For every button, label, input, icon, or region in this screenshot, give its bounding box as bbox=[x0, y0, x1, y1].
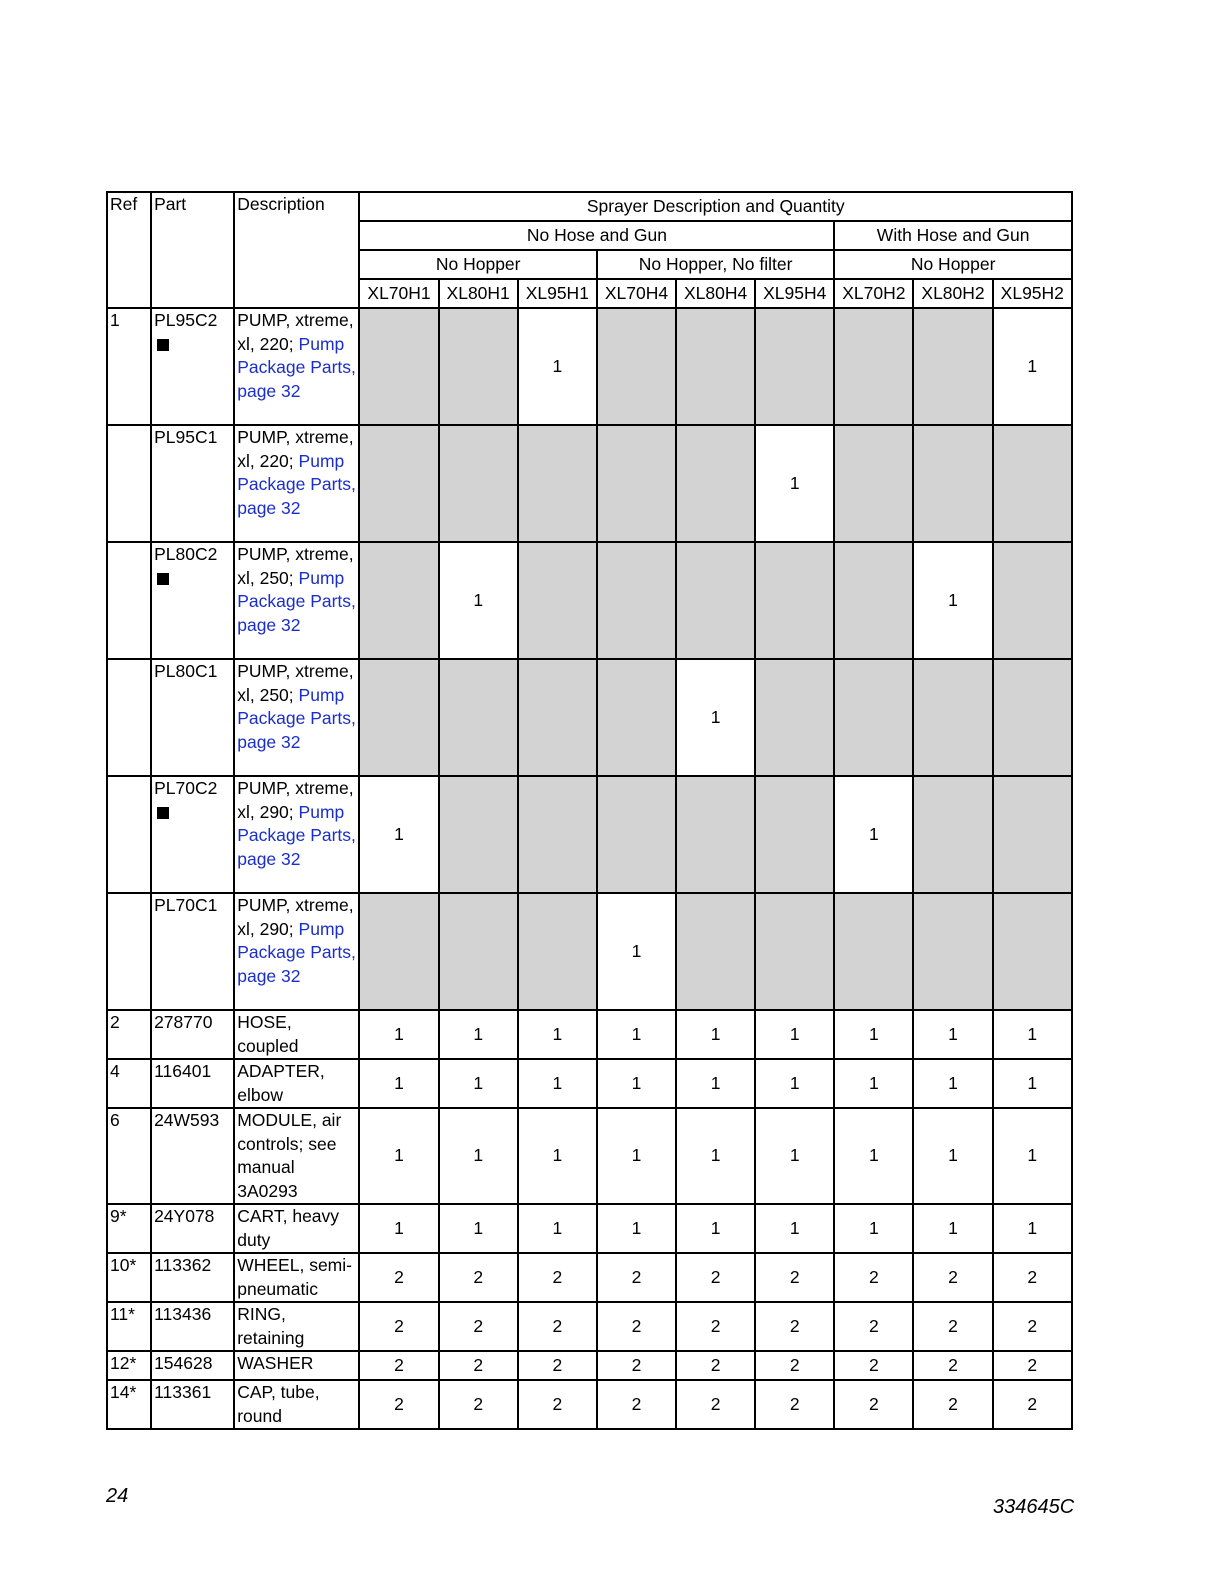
qty-cell: 1 bbox=[834, 1108, 913, 1204]
no-hose-header: No Hose and Gun bbox=[359, 221, 834, 250]
qty-cell bbox=[913, 776, 992, 893]
document-id: 334645C bbox=[993, 1496, 1075, 1518]
qty-cell bbox=[676, 776, 755, 893]
qty-cell: 2 bbox=[913, 1253, 992, 1302]
part-cell: 113362 bbox=[151, 1253, 234, 1302]
qty-cell: 1 bbox=[597, 1204, 676, 1253]
qty-cell: 1 bbox=[993, 1059, 1072, 1108]
qty-cell: 2 bbox=[518, 1302, 597, 1351]
qty-cell: 1 bbox=[439, 1059, 518, 1108]
table-row bbox=[107, 425, 1072, 542]
qty-cell bbox=[834, 425, 913, 542]
qty-cell: 1 bbox=[834, 1204, 913, 1253]
description-text: PUMP, xtreme, xl, 250; bbox=[237, 544, 354, 588]
qty-cell bbox=[439, 776, 518, 893]
table-row bbox=[107, 1010, 1072, 1059]
part-number: PL80C1 bbox=[154, 661, 218, 681]
table-row bbox=[107, 893, 1072, 1010]
qty-cell: 1 bbox=[834, 776, 913, 893]
table-row bbox=[107, 308, 1072, 425]
qty-cell: 2 bbox=[913, 1351, 992, 1380]
qty-cell: 2 bbox=[676, 1351, 755, 1380]
qty-cell: 1 bbox=[439, 1204, 518, 1253]
square-bullet-icon bbox=[157, 573, 169, 585]
part-cell: 278770 bbox=[151, 1010, 234, 1059]
description-cell bbox=[234, 776, 359, 893]
description-cell: ADAPTER, elbow bbox=[234, 1059, 359, 1108]
part-cell: 116401 bbox=[151, 1059, 234, 1108]
qty-cell bbox=[439, 893, 518, 1010]
qty-cell bbox=[913, 893, 992, 1010]
qty-cell bbox=[518, 893, 597, 1010]
qty-cell: 1 bbox=[597, 1059, 676, 1108]
table-row bbox=[107, 1253, 1072, 1302]
description-cell bbox=[234, 659, 359, 776]
description-cell: CART, heavy duty bbox=[234, 1204, 359, 1253]
model-header-xl95h2: XL95H2 bbox=[993, 279, 1072, 308]
ref-cell: 4 bbox=[107, 1059, 151, 1108]
description-cell bbox=[234, 542, 359, 659]
description-cell: WASHER bbox=[234, 1351, 359, 1380]
with-hose-header: With Hose and Gun bbox=[834, 221, 1072, 250]
part-number: PL80C2 bbox=[154, 544, 218, 564]
qty-cell bbox=[913, 308, 992, 425]
qty-cell: 1 bbox=[518, 1204, 597, 1253]
qty-cell: 2 bbox=[993, 1351, 1072, 1380]
qty-cell: 2 bbox=[439, 1302, 518, 1351]
part-number: PL95C1 bbox=[154, 427, 218, 447]
qty-cell: 1 bbox=[597, 893, 676, 1010]
qty-cell: 1 bbox=[359, 1059, 438, 1108]
qty-cell: 1 bbox=[676, 659, 755, 776]
qty-cell bbox=[676, 425, 755, 542]
qty-cell: 1 bbox=[676, 1108, 755, 1204]
qty-cell bbox=[834, 893, 913, 1010]
qty-cell: 1 bbox=[439, 1108, 518, 1204]
description-cell: WHEEL, semi-pneumatic bbox=[234, 1253, 359, 1302]
qty-cell: 1 bbox=[676, 1204, 755, 1253]
description-text: PUMP, xtreme, xl, 220; bbox=[237, 427, 354, 471]
qty-cell bbox=[913, 659, 992, 776]
description-text: PUMP, xtreme, xl, 290; bbox=[237, 778, 354, 822]
qty-cell bbox=[518, 542, 597, 659]
qty-cell: 1 bbox=[755, 1108, 834, 1204]
description-cell: MODULE, air controls; see manual 3A0293 bbox=[234, 1108, 359, 1204]
description-cell bbox=[234, 893, 359, 1010]
qty-cell bbox=[834, 308, 913, 425]
qty-cell bbox=[755, 308, 834, 425]
qty-cell: 2 bbox=[597, 1253, 676, 1302]
part-cell: 24Y078 bbox=[151, 1204, 234, 1253]
description-text: PUMP, xtreme, xl, 220; bbox=[237, 310, 354, 354]
qty-cell: 1 bbox=[834, 1059, 913, 1108]
qty-cell: 2 bbox=[834, 1351, 913, 1380]
qty-cell: 1 bbox=[834, 1010, 913, 1059]
ref-cell bbox=[107, 776, 151, 893]
no-hopper-header: No Hopper bbox=[359, 250, 596, 279]
description-text: PUMP, xtreme, xl, 250; bbox=[237, 661, 354, 705]
qty-cell bbox=[597, 308, 676, 425]
square-bullet-icon bbox=[157, 807, 169, 819]
qty-cell: 2 bbox=[993, 1380, 1072, 1429]
model-header-xl95h4: XL95H4 bbox=[755, 279, 834, 308]
table-row bbox=[107, 659, 1072, 776]
qty-cell: 1 bbox=[755, 425, 834, 542]
qty-cell bbox=[597, 659, 676, 776]
part-cell: 113361 bbox=[151, 1380, 234, 1429]
qty-cell: 1 bbox=[359, 1204, 438, 1253]
qty-cell bbox=[993, 776, 1072, 893]
qty-cell: 1 bbox=[755, 1204, 834, 1253]
part-cell bbox=[151, 308, 234, 425]
part-number: PL70C1 bbox=[154, 895, 218, 915]
model-header-xl80h2: XL80H2 bbox=[913, 279, 992, 308]
qty-cell bbox=[993, 542, 1072, 659]
part-header: Part bbox=[151, 192, 234, 308]
qty-cell bbox=[359, 542, 438, 659]
description-cell bbox=[234, 425, 359, 542]
qty-cell: 2 bbox=[439, 1351, 518, 1380]
description-text: PUMP, xtreme, xl, 290; bbox=[237, 895, 354, 939]
qty-cell: 2 bbox=[518, 1380, 597, 1429]
qty-cell bbox=[439, 425, 518, 542]
qty-cell: 2 bbox=[597, 1380, 676, 1429]
qty-cell: 1 bbox=[913, 1059, 992, 1108]
qty-cell: 2 bbox=[834, 1302, 913, 1351]
qty-cell bbox=[755, 542, 834, 659]
qty-cell: 1 bbox=[913, 1108, 992, 1204]
model-header-xl80h4: XL80H4 bbox=[676, 279, 755, 308]
qty-cell bbox=[676, 308, 755, 425]
qty-cell: 2 bbox=[755, 1380, 834, 1429]
qty-cell: 2 bbox=[755, 1351, 834, 1380]
description-header: Description bbox=[234, 192, 359, 308]
qty-cell bbox=[913, 425, 992, 542]
part-cell: 154628 bbox=[151, 1351, 234, 1380]
qty-cell: 1 bbox=[597, 1108, 676, 1204]
qty-cell: 1 bbox=[359, 776, 438, 893]
qty-cell: 1 bbox=[755, 1059, 834, 1108]
table-row bbox=[107, 542, 1072, 659]
table-row bbox=[107, 776, 1072, 893]
page-number: 24 bbox=[106, 1485, 129, 1507]
qty-cell: 2 bbox=[439, 1380, 518, 1429]
qty-cell bbox=[518, 776, 597, 893]
qty-cell bbox=[359, 308, 438, 425]
qty-cell bbox=[439, 659, 518, 776]
ref-cell: 10* bbox=[107, 1253, 151, 1302]
qty-cell: 2 bbox=[359, 1302, 438, 1351]
qty-cell bbox=[834, 659, 913, 776]
qty-cell: 1 bbox=[993, 1108, 1072, 1204]
qty-cell: 2 bbox=[359, 1380, 438, 1429]
qty-cell: 1 bbox=[359, 1010, 438, 1059]
qty-cell: 1 bbox=[676, 1010, 755, 1059]
part-cell bbox=[151, 659, 234, 776]
ref-cell: 14* bbox=[107, 1380, 151, 1429]
parts-table bbox=[106, 191, 1073, 1430]
ref-header: Ref bbox=[107, 192, 151, 308]
part-cell bbox=[151, 893, 234, 1010]
qty-cell: 2 bbox=[993, 1302, 1072, 1351]
table-row bbox=[107, 1380, 1072, 1429]
qty-cell bbox=[518, 659, 597, 776]
qty-cell: 2 bbox=[518, 1253, 597, 1302]
qty-cell bbox=[755, 893, 834, 1010]
ref-cell: 12* bbox=[107, 1351, 151, 1380]
qty-cell: 1 bbox=[993, 1204, 1072, 1253]
qty-cell: 2 bbox=[676, 1380, 755, 1429]
qty-cell bbox=[993, 659, 1072, 776]
qty-cell: 1 bbox=[913, 1204, 992, 1253]
part-cell: 24W593 bbox=[151, 1108, 234, 1204]
ref-cell bbox=[107, 893, 151, 1010]
model-header-xl70h1: XL70H1 bbox=[359, 279, 438, 308]
model-header-xl70h2: XL70H2 bbox=[834, 279, 913, 308]
qty-cell: 1 bbox=[913, 1010, 992, 1059]
pump-package-parts-link[interactable]: Pump Package Parts, page 32 bbox=[237, 450, 356, 518]
qty-cell: 1 bbox=[913, 542, 992, 659]
square-bullet-icon bbox=[157, 339, 169, 351]
qty-cell bbox=[597, 425, 676, 542]
pump-package-parts-link[interactable]: Pump Package Parts, page 32 bbox=[237, 801, 356, 869]
qty-cell bbox=[597, 776, 676, 893]
qty-cell bbox=[755, 659, 834, 776]
qty-cell: 1 bbox=[518, 1010, 597, 1059]
qty-cell bbox=[993, 425, 1072, 542]
part-cell bbox=[151, 776, 234, 893]
qty-cell: 2 bbox=[755, 1302, 834, 1351]
table-row bbox=[107, 1059, 1072, 1108]
table-row bbox=[107, 1302, 1072, 1351]
qty-cell: 2 bbox=[597, 1351, 676, 1380]
table-row bbox=[107, 1108, 1072, 1204]
qty-cell bbox=[359, 659, 438, 776]
qty-cell bbox=[518, 425, 597, 542]
qty-cell bbox=[755, 776, 834, 893]
sprayer-header: Sprayer Description and Quantity bbox=[359, 192, 1072, 221]
qty-cell bbox=[676, 542, 755, 659]
pump-package-parts-link[interactable]: Pump Package Parts, page 32 bbox=[237, 333, 356, 401]
qty-cell: 2 bbox=[755, 1253, 834, 1302]
pump-package-parts-link[interactable]: Pump Package Parts, page 32 bbox=[237, 567, 356, 635]
model-header-xl95h1: XL95H1 bbox=[518, 279, 597, 308]
qty-cell: 2 bbox=[518, 1351, 597, 1380]
table-row bbox=[107, 1204, 1072, 1253]
qty-cell: 2 bbox=[913, 1302, 992, 1351]
pump-package-parts-link[interactable]: Pump Package Parts, page 32 bbox=[237, 918, 356, 986]
qty-cell: 2 bbox=[913, 1380, 992, 1429]
qty-cell: 1 bbox=[518, 1059, 597, 1108]
qty-cell: 2 bbox=[676, 1302, 755, 1351]
description-cell: HOSE, coupled bbox=[234, 1010, 359, 1059]
qty-cell bbox=[359, 893, 438, 1010]
part-number: PL70C2 bbox=[154, 778, 218, 798]
no-hopper-no-filter-header: No Hopper, No filter bbox=[597, 250, 834, 279]
qty-cell: 1 bbox=[518, 1108, 597, 1204]
qty-cell bbox=[834, 542, 913, 659]
qty-cell: 2 bbox=[597, 1302, 676, 1351]
qty-cell bbox=[993, 893, 1072, 1010]
table-row bbox=[107, 1351, 1072, 1380]
qty-cell: 1 bbox=[676, 1059, 755, 1108]
model-header-xl70h4: XL70H4 bbox=[597, 279, 676, 308]
qty-cell: 1 bbox=[359, 1108, 438, 1204]
ref-cell: 11* bbox=[107, 1302, 151, 1351]
part-cell bbox=[151, 542, 234, 659]
qty-cell: 1 bbox=[439, 1010, 518, 1059]
ref-cell bbox=[107, 425, 151, 542]
qty-cell bbox=[676, 893, 755, 1010]
qty-cell: 1 bbox=[993, 1010, 1072, 1059]
part-cell: 113436 bbox=[151, 1302, 234, 1351]
qty-cell: 2 bbox=[359, 1351, 438, 1380]
qty-cell bbox=[359, 425, 438, 542]
qty-cell bbox=[439, 308, 518, 425]
ref-cell bbox=[107, 659, 151, 776]
qty-cell: 1 bbox=[993, 308, 1072, 425]
part-number: PL95C2 bbox=[154, 310, 218, 330]
description-cell bbox=[234, 308, 359, 425]
qty-cell: 2 bbox=[834, 1253, 913, 1302]
ref-cell: 6 bbox=[107, 1108, 151, 1204]
qty-cell: 1 bbox=[518, 308, 597, 425]
qty-cell: 1 bbox=[755, 1010, 834, 1059]
pump-package-parts-link[interactable]: Pump Package Parts, page 32 bbox=[237, 684, 356, 752]
parts-body bbox=[107, 308, 1072, 1429]
qty-cell bbox=[597, 542, 676, 659]
qty-cell: 1 bbox=[439, 542, 518, 659]
qty-cell: 2 bbox=[439, 1253, 518, 1302]
description-cell: RING, retaining bbox=[234, 1302, 359, 1351]
part-cell bbox=[151, 425, 234, 542]
description-cell: CAP, tube, round bbox=[234, 1380, 359, 1429]
qty-cell: 2 bbox=[834, 1380, 913, 1429]
qty-cell: 2 bbox=[993, 1253, 1072, 1302]
model-header-xl80h1: XL80H1 bbox=[439, 279, 518, 308]
ref-cell bbox=[107, 542, 151, 659]
ref-cell: 2 bbox=[107, 1010, 151, 1059]
ref-cell: 1 bbox=[107, 308, 151, 425]
ref-cell: 9* bbox=[107, 1204, 151, 1253]
qty-cell: 1 bbox=[597, 1010, 676, 1059]
no-hopper-header-2: No Hopper bbox=[834, 250, 1072, 279]
qty-cell: 2 bbox=[676, 1253, 755, 1302]
qty-cell: 2 bbox=[359, 1253, 438, 1302]
